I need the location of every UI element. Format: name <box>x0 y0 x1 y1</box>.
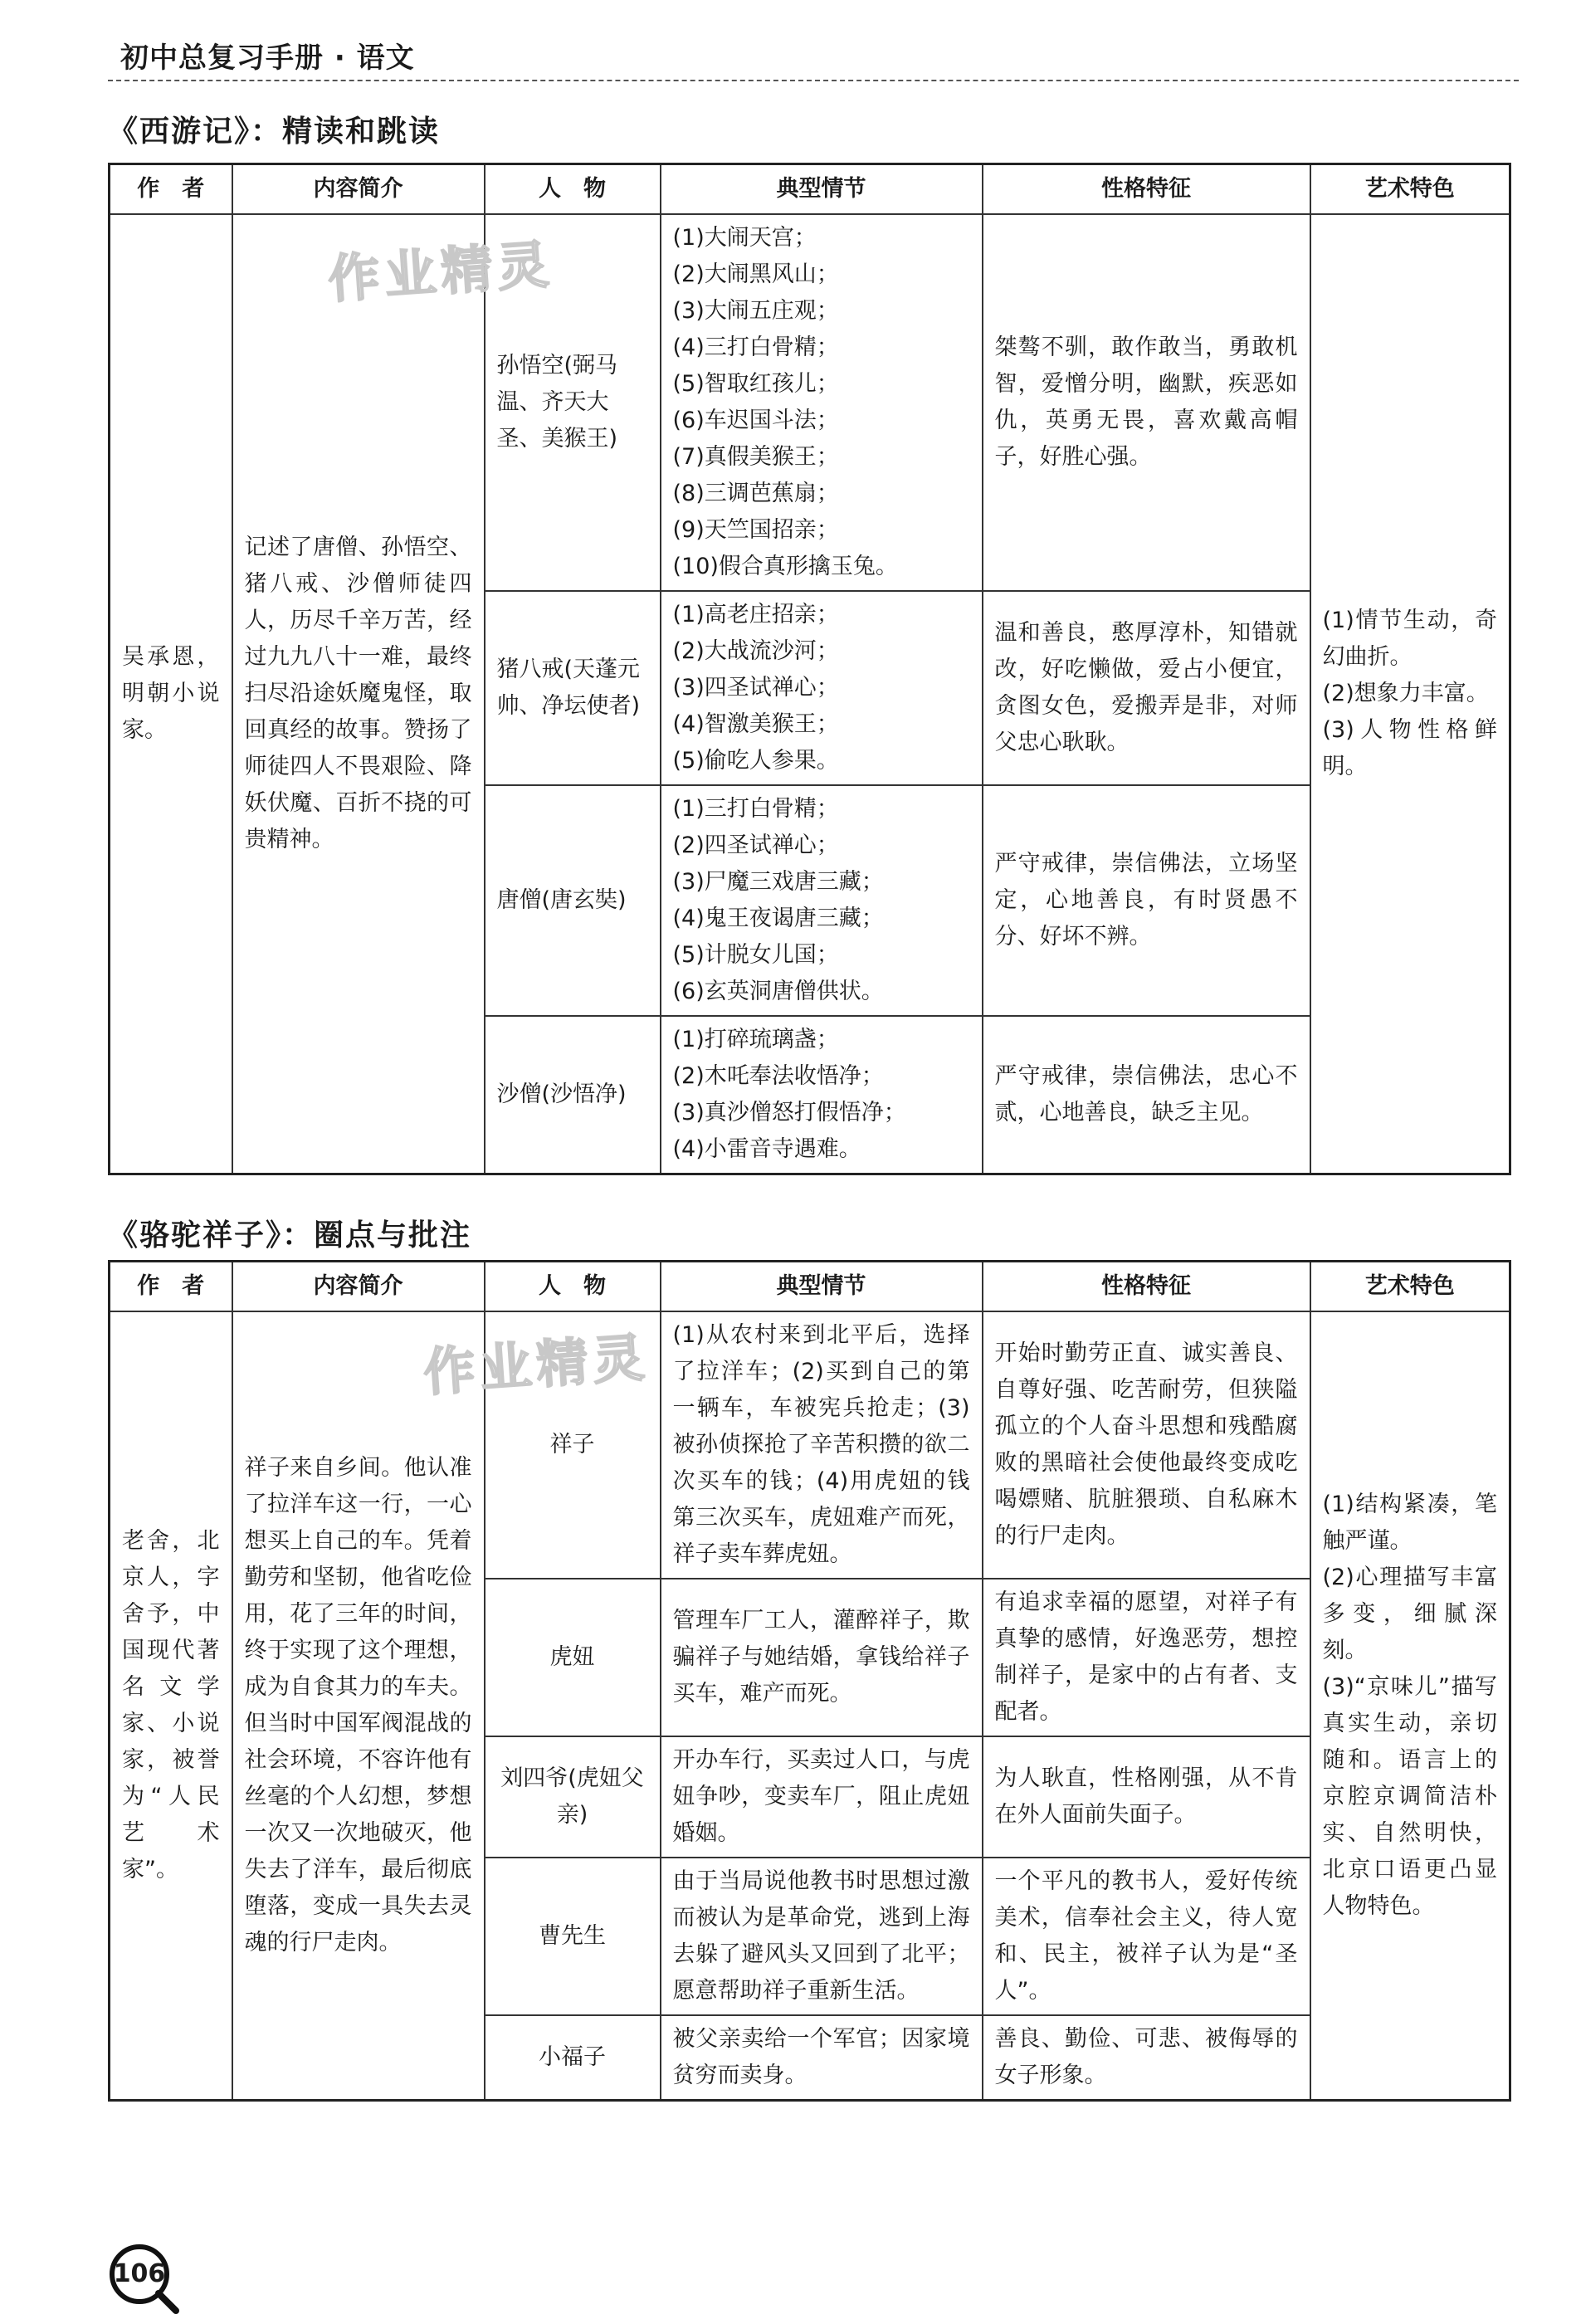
col-header-summary: 内容简介 <box>232 1262 485 1312</box>
traits-cell: 严守戒律，崇信佛法，忠心不贰，心地善良，缺乏主见。 <box>983 1016 1310 1174</box>
table-header-row <box>110 1262 1510 1312</box>
character-name: 曹先生 <box>485 1858 661 2015</box>
plots-cell: (1)高老庄招亲； (2)大战流沙河； (3)四圣试禅心； (4)智激美猴王； (5)偷吃人参果。 <box>661 591 983 785</box>
table-header-row <box>110 164 1510 215</box>
section-title-xiyouji: 《西游记》：精读和跳读 <box>108 115 441 149</box>
table-xiyouji <box>108 163 1511 1175</box>
watermark: 作业精灵 <box>326 233 556 310</box>
traits-cell: 开始时勤劳正直、诚实善良、自尊好强、吃苦耐劳，但狭隘孤立的个人奋斗思想和残酷腐败的黑暗社会使他最终变成吃喝嫖赌、肮脏猥琐、自私麻木的行尸走肉。 <box>983 1311 1310 1579</box>
col-header-character: 人 物 <box>485 1262 661 1312</box>
plots-cell: 被父亲卖给一个军官；因家境贫穷而卖身。 <box>661 2015 983 2101</box>
character-name: 猪八戒(天蓬元帅、净坛使者) <box>485 591 661 785</box>
page-header <box>108 32 1519 81</box>
summary-cell: 祥子来自乡间。他认准了拉洋车这一行，一心想买上自己的车。凭着勤劳和坚韧，他省吃俭用，花了三年的时间，终于实现了这个理想，成为自食其力的车夫。但当时中国军阀混战的社会环境，不容许他有丝毫的个人幻想，梦想一次又一次地破灭，他失去了洋车，最后彻底堕落，变成一具失去灵魂的行尸走肉。 <box>232 1311 485 2101</box>
traits-cell: 善良、勤俭、可悲、被侮辱的女子形象。 <box>983 2015 1310 2101</box>
table-luotuoxiangzi <box>108 1260 1511 2102</box>
character-name: 唐僧(唐玄奘) <box>485 785 661 1016</box>
page-number-badge <box>106 2241 183 2317</box>
character-name: 虎妞 <box>485 1579 661 1736</box>
col-header-art: 艺术特色 <box>1310 164 1510 215</box>
col-header-author: 作 者 <box>110 1262 232 1312</box>
summary-cell: 记述了唐僧、孙悟空、猪八戒、沙僧师徒四人，历尽千辛万苦，经过九九八十一难，最终扫尽沿途妖魔鬼怪，取回真经的故事。赞扬了师徒四人不畏艰险、降妖伏魔、百折不挠的可贵精神。 <box>232 214 485 1174</box>
col-header-character: 人 物 <box>485 164 661 215</box>
col-header-art: 艺术特色 <box>1310 1262 1510 1312</box>
watermark: 作业精灵 <box>422 1326 651 1404</box>
plots-cell: 由于当局说他教书时思想过激而被认为是革命党，逃到上海去躲了避风头又回到了北平；愿意帮助祥子重新生活。 <box>661 1858 983 2015</box>
art-cell: (1)情节生动，奇幻曲折。 (2)想象力丰富。 (3)人物性格鲜明。 <box>1310 214 1510 1174</box>
col-header-author: 作 者 <box>110 164 232 215</box>
traits-cell: 温和善良，憨厚淳朴，知错就改，好吃懒做，爱占小便宜，贪图女色，爱搬弄是非，对师父忠心耿耿。 <box>983 591 1310 785</box>
col-header-traits: 性格特征 <box>983 1262 1310 1312</box>
traits-cell: 桀骜不驯，敢作敢当，勇敢机智，爱憎分明，幽默，疾恶如仇，英勇无畏，喜欢戴高帽子，好胜心强。 <box>983 214 1310 591</box>
author-cell: 老舍，北京人，字舍予，中国现代著名文学家、小说家，被誉为“人民艺术家”。 <box>110 1311 232 2101</box>
author-cell: 吴承恩，明朝小说家。 <box>110 214 232 1174</box>
col-header-plots: 典型情节 <box>661 164 983 215</box>
traits-cell: 有追求幸福的愿望，对祥子有真挚的感情，好逸恶劳，想控制祥子，是家中的占有者、支配者。 <box>983 1579 1310 1736</box>
section-title-luotuoxiangzi: 《骆驼祥子》：圈点与批注 <box>108 1218 472 1252</box>
plots-cell: 管理车厂工人，灌醉祥子，欺骗祥子与她结婚，拿钱给祥子买车，难产而死。 <box>661 1579 983 1736</box>
plots-cell: (1)从农村来到北平后，选择了拉洋车；(2)买到自己的第一辆车，车被宪兵抢走；(3)被孙侦探抢了辛苦积攒的欲二次买车的钱；(4)用虎妞的钱第三次买车，虎妞难产而死，祥子卖车葬虎妞。 <box>661 1311 983 1579</box>
plots-cell: (1)三打白骨精； (2)四圣试禅心； (3)尸魔三戏唐三藏； (4)鬼王夜谒唐三藏； (5)计脱女儿国； (6)玄英洞唐僧供状。 <box>661 785 983 1016</box>
plots-cell: 开办车行，买卖过人口，与虎妞争吵，变卖车厂，阻止虎妞婚姻。 <box>661 1736 983 1858</box>
character-name: 祥子 <box>485 1311 661 1579</box>
col-header-plots: 典型情节 <box>661 1262 983 1312</box>
col-header-summary: 内容简介 <box>232 164 485 215</box>
character-name: 小福子 <box>485 2015 661 2101</box>
book-title: 初中总复习手册 · 语文 <box>120 42 415 75</box>
page-number: 106 <box>113 2259 166 2288</box>
character-name: 刘四爷(虎妞父亲) <box>485 1736 661 1858</box>
table-row <box>110 1311 1510 1579</box>
traits-cell: 为人耿直，性格刚强，从不肯在外人面前失面子。 <box>983 1736 1310 1858</box>
col-header-traits: 性格特征 <box>983 164 1310 215</box>
plots-cell: (1)大闹天宫； (2)大闹黑风山； (3)大闹五庄观； (4)三打白骨精； (5)智取红孩儿； (6)车迟国斗法； (7)真假美猴王； (8)三调芭蕉扇； (9)天竺国招亲； (10)假合真形擒玉兔。 <box>661 214 983 591</box>
traits-cell: 严守戒律，崇信佛法，立场坚定，心地善良，有时贤愚不分、好坏不辨。 <box>983 785 1310 1016</box>
character-name: 沙僧(沙悟净) <box>485 1016 661 1174</box>
art-cell: (1)结构紧凑，笔触严谨。 (2)心理描写丰富多变，细腻深刻。 (3)“京味儿”描写真实生动，亲切随和。语言上的京腔京调简洁朴实、自然明快，北京口语更凸显人物特色。 <box>1310 1311 1510 2101</box>
plots-cell: (1)打碎琉璃盏； (2)木吒奉法收悟净； (3)真沙僧怒打假悟净； (4)小雷音寺遇难。 <box>661 1016 983 1174</box>
traits-cell: 一个平凡的教书人，爱好传统美术，信奉社会主义，待人宽和、民主，被祥子认为是“圣人”。 <box>983 1858 1310 2015</box>
table-row <box>110 214 1510 591</box>
character-name: 孙悟空(弼马温、齐天大圣、美猴王) <box>485 214 661 591</box>
